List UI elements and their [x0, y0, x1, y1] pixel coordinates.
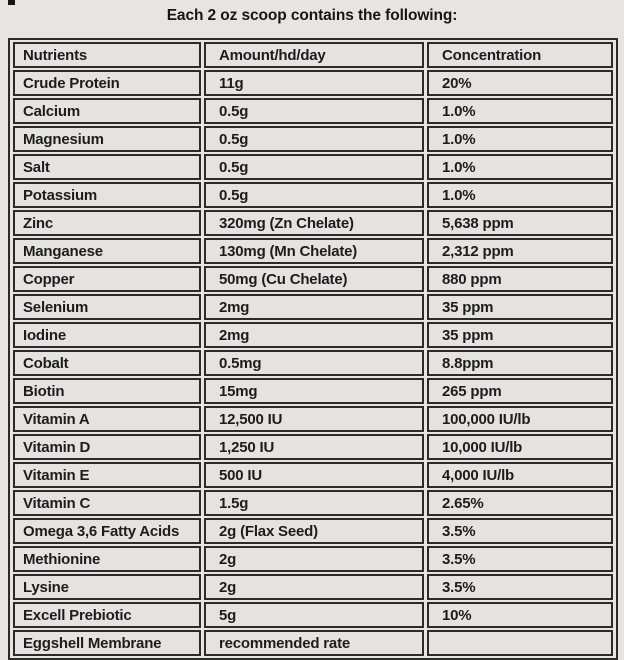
concentration-cell: 2.65%	[427, 490, 613, 516]
table-row	[13, 518, 613, 544]
header-nutrients: Nutrients	[13, 42, 201, 68]
table-row	[13, 126, 613, 152]
scan-artifact-mark	[8, 0, 15, 5]
concentration-cell: 3.5%	[427, 518, 613, 544]
nutrient-cell: Omega 3,6 Fatty Acids	[13, 518, 201, 544]
header-concentration: Concentration	[427, 42, 613, 68]
concentration-cell: 3.5%	[427, 574, 613, 600]
amount-cell: 5g	[204, 602, 424, 628]
table-row	[13, 294, 613, 320]
concentration-cell: 10%	[427, 602, 613, 628]
table-row	[13, 182, 613, 208]
concentration-cell: 880 ppm	[427, 266, 613, 292]
amount-cell: 500 IU	[204, 462, 424, 488]
nutrient-cell: Vitamin C	[13, 490, 201, 516]
amount-cell: 2g	[204, 546, 424, 572]
concentration-cell: 35 ppm	[427, 322, 613, 348]
concentration-cell: 1.0%	[427, 98, 613, 124]
nutrient-cell: Zinc	[13, 210, 201, 236]
table-row	[13, 630, 613, 656]
concentration-cell: 2,312 ppm	[427, 238, 613, 264]
header-amount-per-head-day: Amount/hd/day	[204, 42, 424, 68]
table-row	[13, 98, 613, 124]
concentration-cell: 100,000 IU/lb	[427, 406, 613, 432]
table-title: Each 2 oz scoop contains the following:	[166, 7, 458, 24]
amount-cell: 2g	[204, 574, 424, 600]
header-row	[13, 42, 613, 68]
concentration-cell: 35 ppm	[427, 294, 613, 320]
nutrient-cell: Lysine	[13, 574, 201, 600]
amount-cell: 15mg	[204, 378, 424, 404]
amount-cell: 11g	[204, 70, 424, 96]
nutrient-cell: Vitamin E	[13, 462, 201, 488]
nutrient-cell: Cobalt	[13, 350, 201, 376]
amount-cell: 0.5g	[204, 126, 424, 152]
concentration-cell	[427, 630, 613, 656]
nutrient-cell: Salt	[13, 154, 201, 180]
amount-cell: recommended rate	[204, 630, 424, 656]
concentration-cell: 3.5%	[427, 546, 613, 572]
concentration-cell: 8.8ppm	[427, 350, 613, 376]
concentration-cell: 265 ppm	[427, 378, 613, 404]
nutrient-cell: Copper	[13, 266, 201, 292]
nutrition-table-frame	[8, 38, 618, 660]
concentration-cell: 20%	[427, 70, 613, 96]
table-row	[13, 350, 613, 376]
amount-cell: 2g (Flax Seed)	[204, 518, 424, 544]
nutrient-cell: Biotin	[13, 378, 201, 404]
nutrient-cell: Vitamin D	[13, 434, 201, 460]
nutrient-cell: Magnesium	[13, 126, 201, 152]
table-row	[13, 378, 613, 404]
table-row	[13, 406, 613, 432]
table-row	[13, 574, 613, 600]
concentration-cell: 1.0%	[427, 182, 613, 208]
amount-cell: 0.5g	[204, 182, 424, 208]
amount-cell: 12,500 IU	[204, 406, 424, 432]
concentration-cell: 5,638 ppm	[427, 210, 613, 236]
table-row	[13, 434, 613, 460]
table-row	[13, 238, 613, 264]
table-row	[13, 602, 613, 628]
nutrient-cell: Eggshell Membrane	[13, 630, 201, 656]
table-row	[13, 266, 613, 292]
table-row	[13, 154, 613, 180]
amount-cell: 2mg	[204, 294, 424, 320]
table-row	[13, 546, 613, 572]
nutrient-cell: Iodine	[13, 322, 201, 348]
amount-cell: 1,250 IU	[204, 434, 424, 460]
amount-cell: 0.5g	[204, 98, 424, 124]
table-row	[13, 462, 613, 488]
nutrition-table	[10, 40, 616, 658]
table-body	[13, 70, 613, 656]
concentration-cell: 1.0%	[427, 154, 613, 180]
table-row	[13, 322, 613, 348]
amount-cell: 320mg (Zn Chelate)	[204, 210, 424, 236]
nutrient-cell: Selenium	[13, 294, 201, 320]
concentration-cell: 4,000 IU/lb	[427, 462, 613, 488]
nutrient-cell: Calcium	[13, 98, 201, 124]
concentration-cell: 1.0%	[427, 126, 613, 152]
amount-cell: 50mg (Cu Chelate)	[204, 266, 424, 292]
nutrient-cell: Excell Prebiotic	[13, 602, 201, 628]
amount-cell: 0.5g	[204, 154, 424, 180]
amount-cell: 0.5mg	[204, 350, 424, 376]
amount-cell: 130mg (Mn Chelate)	[204, 238, 424, 264]
nutrient-cell: Crude Protein	[13, 70, 201, 96]
concentration-cell: 10,000 IU/lb	[427, 434, 613, 460]
nutrient-cell: Vitamin A	[13, 406, 201, 432]
amount-cell: 1.5g	[204, 490, 424, 516]
nutrient-cell: Potassium	[13, 182, 201, 208]
table-row	[13, 210, 613, 236]
amount-cell: 2mg	[204, 322, 424, 348]
table-row	[13, 490, 613, 516]
nutrient-cell: Manganese	[13, 238, 201, 264]
table-row	[13, 70, 613, 96]
nutrient-cell: Methionine	[13, 546, 201, 572]
